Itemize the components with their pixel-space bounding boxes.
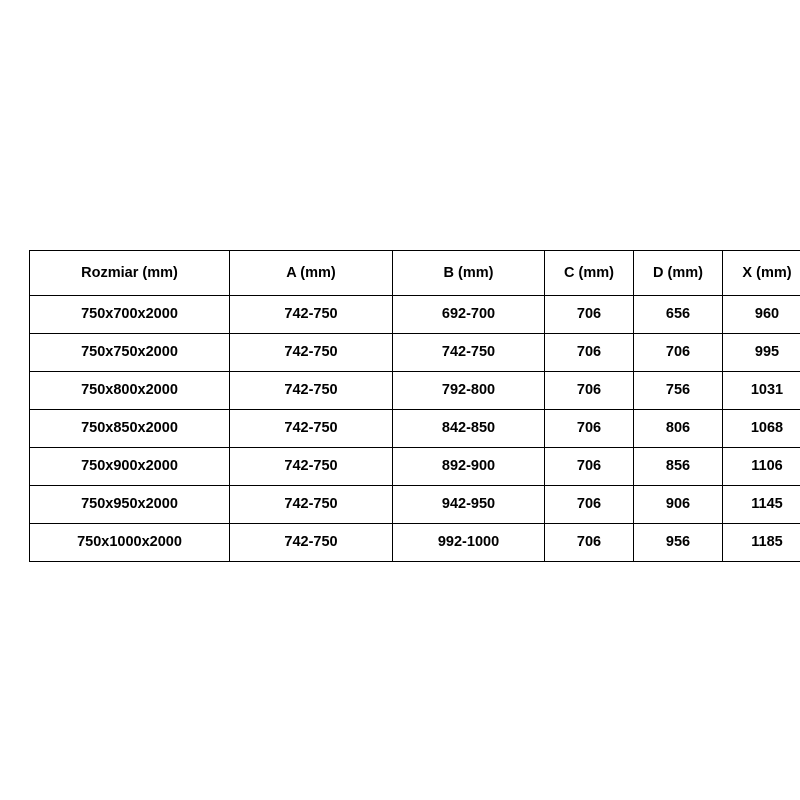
cell-a: 742-750 bbox=[230, 372, 393, 410]
cell-b: 842-850 bbox=[393, 410, 545, 448]
table-row bbox=[30, 486, 800, 524]
column-header-c: C (mm) bbox=[545, 251, 634, 296]
cell-d: 856 bbox=[634, 448, 723, 486]
cell-b: 742-750 bbox=[393, 334, 545, 372]
cell-c: 706 bbox=[545, 334, 634, 372]
table-header-row bbox=[30, 251, 800, 296]
table-row bbox=[30, 296, 800, 334]
cell-rozmiar: 750x1000x2000 bbox=[30, 524, 230, 562]
cell-rozmiar: 750x800x2000 bbox=[30, 372, 230, 410]
size-table bbox=[29, 250, 800, 562]
cell-x: 960 bbox=[723, 296, 800, 334]
cell-c: 706 bbox=[545, 448, 634, 486]
cell-x: 995 bbox=[723, 334, 800, 372]
cell-c: 706 bbox=[545, 372, 634, 410]
column-header-x: X (mm) bbox=[723, 251, 800, 296]
cell-b: 692-700 bbox=[393, 296, 545, 334]
cell-x: 1145 bbox=[723, 486, 800, 524]
cell-rozmiar: 750x750x2000 bbox=[30, 334, 230, 372]
cell-rozmiar: 750x900x2000 bbox=[30, 448, 230, 486]
column-header-rozmiar: Rozmiar (mm) bbox=[30, 251, 230, 296]
table-body bbox=[30, 296, 800, 562]
cell-rozmiar: 750x850x2000 bbox=[30, 410, 230, 448]
cell-b: 892-900 bbox=[393, 448, 545, 486]
size-table-container bbox=[29, 250, 792, 562]
cell-a: 742-750 bbox=[230, 296, 393, 334]
cell-a: 742-750 bbox=[230, 448, 393, 486]
cell-a: 742-750 bbox=[230, 524, 393, 562]
table-row bbox=[30, 372, 800, 410]
cell-rozmiar: 750x700x2000 bbox=[30, 296, 230, 334]
cell-c: 706 bbox=[545, 486, 634, 524]
cell-x: 1068 bbox=[723, 410, 800, 448]
cell-d: 906 bbox=[634, 486, 723, 524]
cell-b: 992-1000 bbox=[393, 524, 545, 562]
cell-rozmiar: 750x950x2000 bbox=[30, 486, 230, 524]
cell-d: 656 bbox=[634, 296, 723, 334]
cell-x: 1106 bbox=[723, 448, 800, 486]
cell-c: 706 bbox=[545, 296, 634, 334]
cell-a: 742-750 bbox=[230, 334, 393, 372]
cell-d: 806 bbox=[634, 410, 723, 448]
cell-c: 706 bbox=[545, 524, 634, 562]
cell-d: 956 bbox=[634, 524, 723, 562]
cell-d: 706 bbox=[634, 334, 723, 372]
column-header-d: D (mm) bbox=[634, 251, 723, 296]
cell-x: 1031 bbox=[723, 372, 800, 410]
cell-a: 742-750 bbox=[230, 410, 393, 448]
cell-b: 792-800 bbox=[393, 372, 545, 410]
cell-d: 756 bbox=[634, 372, 723, 410]
cell-a: 742-750 bbox=[230, 486, 393, 524]
column-header-a: A (mm) bbox=[230, 251, 393, 296]
table-row bbox=[30, 410, 800, 448]
table-header bbox=[30, 251, 800, 296]
cell-c: 706 bbox=[545, 410, 634, 448]
column-header-b: B (mm) bbox=[393, 251, 545, 296]
table-row bbox=[30, 334, 800, 372]
table-row bbox=[30, 448, 800, 486]
cell-x: 1185 bbox=[723, 524, 800, 562]
table-row bbox=[30, 524, 800, 562]
cell-b: 942-950 bbox=[393, 486, 545, 524]
